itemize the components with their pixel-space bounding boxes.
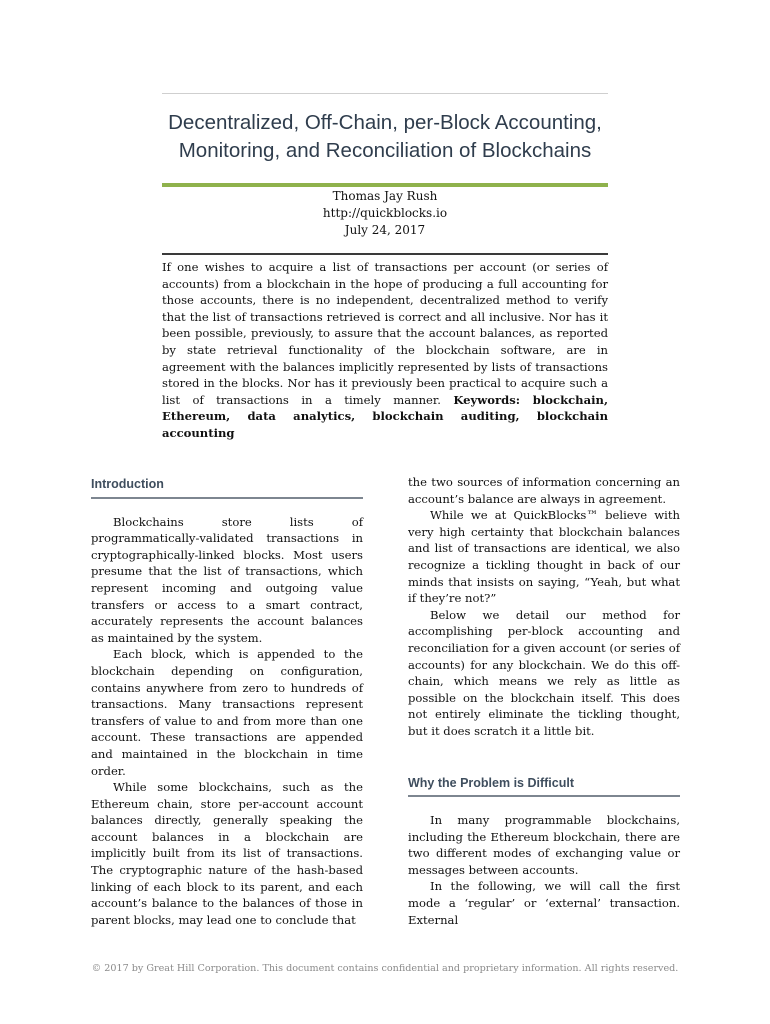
intro-continued-paragraph-2: While we at QuickBlocks™ believe with very high certainty that blockchain balances and list of transactions are identical, we also recognize a tickling thought in back of our minds that insists on saying, “Yeah, but what if they’re not?” (408, 508, 680, 606)
abstract (162, 259, 608, 442)
top-rule (162, 93, 608, 94)
why-difficult-paragraph-2: In the following, we will call the first mode a ‘regular’ or ‘external’ transaction. External (408, 879, 680, 927)
title-underline-rule (162, 183, 608, 187)
introduction-heading: Introduction (91, 476, 363, 499)
author-block (162, 188, 608, 239)
why-difficult-paragraph-1: In many programmable blockchains, including the Ethereum blockchain, there are two different modes of exchanging value or messages between accounts. (408, 813, 680, 877)
intro-continued-paragraph-1: the two sources of information concerning an account’s balance are always in agreement. (408, 475, 680, 506)
right-column (408, 474, 680, 928)
intro-continued-paragraph-3: Below we detail our method for accomplishing per-block accounting and reconciliation for a given account (or series of accounts) for any blockchain. We do this off-chain, which means we rely as little as possible on the blockchain itself. This does not entirely eliminate the tickling thought, but it does scratch it a little bit. (408, 607, 680, 738)
abstract-rule (162, 253, 608, 255)
author-url: http://quickblocks.io (322, 206, 448, 220)
intro-paragraph-1: Blockchains store lists of programmatically-validated transactions in cryptographically-linked blocks. Most users presume that the list of transactions, which represent incoming and outgoing value transfers or access to a smart contract, accurately represents the account balances as maintained by the system. (91, 514, 363, 645)
copyright-footer: © 2017 by Great Hill Corporation. This document contains confidential and proprietary information. All rights reserved. (91, 963, 679, 974)
keywords: Keywords: blockchain, Ethereum, data analytics, blockchain auditing, blockchain accounting (162, 392, 608, 440)
paper-title (140, 109, 630, 165)
author-name: Thomas Jay Rush (332, 189, 438, 203)
title-line-2: Monitoring, and Reconciliation of Blockchains (178, 139, 592, 162)
intro-paragraph-2: Each block, which is appended to the blockchain depending on configuration, contains anywhere from zero to hundreds of transactions. Many transactions represent transfers of value to and from more than one account. These transactions are appended and maintained in the blockchain in time order. (91, 647, 363, 778)
intro-paragraph-3: While some blockchains, such as the Ethereum chain, store per-account account balances directly, generally speaking the account balances in a blockchain are implicitly built from its list of transactions. The cryptographic nature of the hash-based linking of each block to its parent, and each account’s balance to the balances of those in parent blocks, may lead one to conclude that (91, 780, 363, 927)
abstract-text: If one wishes to acquire a list of transactions per account (or series of accounts) from a blockchain in the hope of producing a full accounting for those accounts, there is no independent, decentralized method to verify that the list of transactions retrieved is correct and all inclusive. Nor has it been possible, previously, to assure that the account balances, as reported by state retrieval functionality of the blockchain software, are in agreement with the balances implicitly represented by lists of transactions stored in the blocks. Nor has it previously been practical to acquire such a list of transactions in a timely manner. (162, 260, 608, 407)
left-column (91, 476, 363, 928)
why-difficult-heading: Why the Problem is Difficult (408, 775, 680, 798)
publication-date: July 24, 2017 (344, 223, 426, 237)
title-line-1: Decentralized, Off-Chain, per-Block Accounting, (168, 111, 602, 134)
